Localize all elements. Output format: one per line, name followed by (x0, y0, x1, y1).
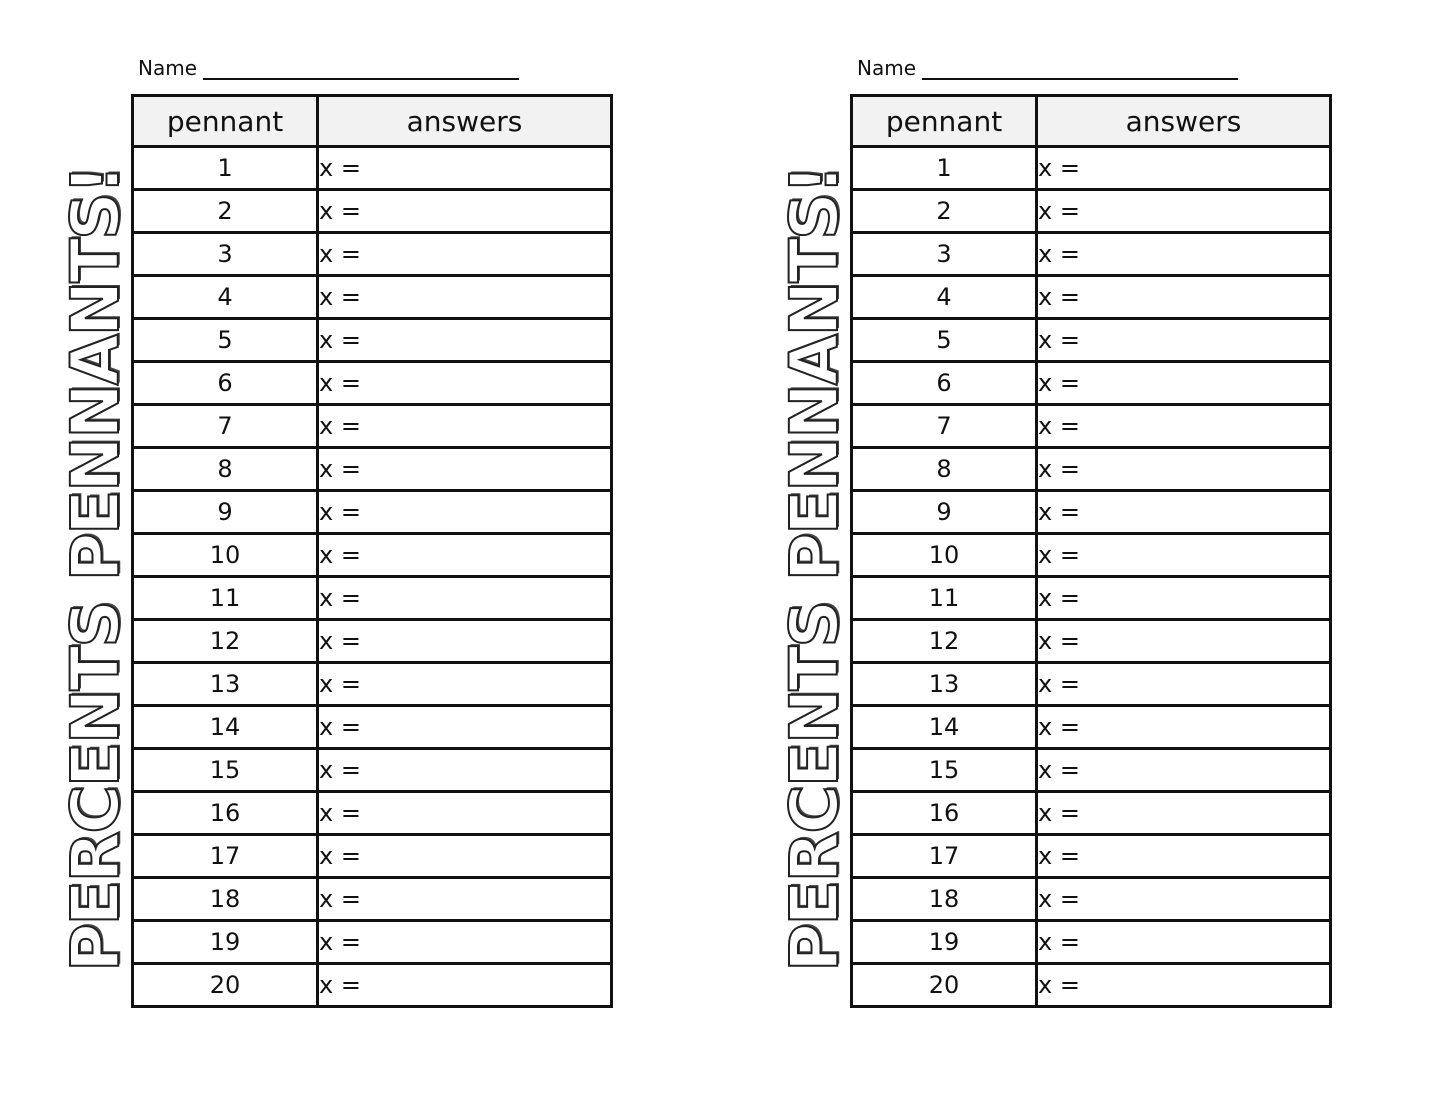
answer-cell[interactable]: x = (318, 921, 612, 964)
table-row (852, 792, 1331, 835)
answer-cell[interactable]: x = (318, 405, 612, 448)
table-row (133, 964, 612, 1007)
table-row (852, 964, 1331, 1007)
table-row (133, 620, 612, 663)
pennant-header: pennant (852, 96, 1037, 147)
answer-table (850, 94, 1332, 1008)
table-row (852, 620, 1331, 663)
answer-cell[interactable]: x = (318, 491, 612, 534)
pennant-number: 14 (852, 706, 1037, 749)
title-text: PERCENTS PENNANTS! (776, 165, 853, 972)
table-row (133, 190, 612, 233)
answer-cell[interactable]: x = (318, 792, 612, 835)
table-row (133, 491, 612, 534)
answer-cell[interactable]: x = (1037, 362, 1331, 405)
answer-cell[interactable]: x = (318, 147, 612, 190)
answer-cell[interactable]: x = (1037, 620, 1331, 663)
answers-header: answers (1037, 96, 1331, 147)
pennant-number: 5 (852, 319, 1037, 362)
table-row (852, 147, 1331, 190)
table-row (133, 835, 612, 878)
table-row (852, 878, 1331, 921)
answer-cell[interactable]: x = (1037, 835, 1331, 878)
answer-cell[interactable]: x = (318, 448, 612, 491)
table-row (852, 276, 1331, 319)
table-row (852, 190, 1331, 233)
answer-rows (852, 147, 1331, 1007)
answer-cell[interactable]: x = (1037, 276, 1331, 319)
pennant-number: 18 (852, 878, 1037, 921)
pennant-number: 12 (133, 620, 318, 663)
answer-cell[interactable]: x = (1037, 491, 1331, 534)
answer-cell[interactable]: x = (318, 233, 612, 276)
answer-cell[interactable]: x = (1037, 190, 1331, 233)
pennant-number: 13 (133, 663, 318, 706)
answer-cell[interactable]: x = (318, 276, 612, 319)
table-row (133, 362, 612, 405)
table-row (133, 706, 612, 749)
answer-cell[interactable]: x = (1037, 921, 1331, 964)
pennant-number: 11 (852, 577, 1037, 620)
answer-cell[interactable]: x = (1037, 147, 1331, 190)
table-row (133, 749, 612, 792)
answer-cell[interactable]: x = (1037, 792, 1331, 835)
pennant-number: 9 (133, 491, 318, 534)
pennant-number: 9 (852, 491, 1037, 534)
table-row (133, 448, 612, 491)
pennant-number: 19 (133, 921, 318, 964)
answer-cell[interactable]: x = (318, 964, 612, 1007)
pennant-number: 6 (852, 362, 1037, 405)
answer-cell[interactable]: x = (318, 577, 612, 620)
answer-cell[interactable]: x = (1037, 319, 1331, 362)
table-row (133, 147, 612, 190)
answer-sheet-left (0, 0, 700, 1101)
table-row (852, 448, 1331, 491)
pennant-number: 14 (133, 706, 318, 749)
pennant-number: 4 (852, 276, 1037, 319)
answer-cell[interactable]: x = (318, 362, 612, 405)
answer-cell[interactable]: x = (318, 620, 612, 663)
header-row (852, 96, 1331, 147)
table-row (133, 663, 612, 706)
answer-cell[interactable]: x = (1037, 964, 1331, 1007)
answer-cell[interactable]: x = (1037, 233, 1331, 276)
answer-cell[interactable]: x = (318, 319, 612, 362)
answer-cell[interactable]: x = (1037, 706, 1331, 749)
name-line[interactable] (922, 58, 1238, 80)
pennant-number: 2 (852, 190, 1037, 233)
answer-cell[interactable]: x = (318, 835, 612, 878)
answers-header: answers (318, 96, 612, 147)
table-row (852, 663, 1331, 706)
pennant-number: 20 (133, 964, 318, 1007)
answer-cell[interactable]: x = (318, 706, 612, 749)
pennant-number: 17 (852, 835, 1037, 878)
answer-cell[interactable]: x = (318, 534, 612, 577)
pennant-number: 4 (133, 276, 318, 319)
answer-table (131, 94, 613, 1008)
name-field (857, 56, 1238, 80)
pennant-number: 2 (133, 190, 318, 233)
table-row (852, 491, 1331, 534)
pennant-number: 13 (852, 663, 1037, 706)
answer-cell[interactable]: x = (1037, 663, 1331, 706)
table-row (852, 921, 1331, 964)
answer-cell[interactable]: x = (1037, 448, 1331, 491)
table-row (133, 792, 612, 835)
answer-cell[interactable]: x = (318, 663, 612, 706)
pennant-number: 18 (133, 878, 318, 921)
pennant-number: 1 (133, 147, 318, 190)
pennant-number: 10 (852, 534, 1037, 577)
table-row (852, 319, 1331, 362)
table-row (133, 577, 612, 620)
answer-cell[interactable]: x = (318, 878, 612, 921)
name-label: Name (138, 56, 198, 80)
pennant-header: pennant (133, 96, 318, 147)
pennant-number: 17 (133, 835, 318, 878)
pennant-number: 8 (852, 448, 1037, 491)
pennant-number: 11 (133, 577, 318, 620)
header-row (133, 96, 612, 147)
pennant-number: 15 (852, 749, 1037, 792)
answer-rows (133, 147, 612, 1007)
pennant-number: 7 (852, 405, 1037, 448)
answer-cell[interactable]: x = (1037, 749, 1331, 792)
answer-cell[interactable]: x = (1037, 534, 1331, 577)
pennant-number: 16 (133, 792, 318, 835)
table-row (133, 878, 612, 921)
answer-sheet-right (719, 0, 1419, 1101)
table-row (133, 319, 612, 362)
answer-cell[interactable]: x = (318, 749, 612, 792)
table-row (852, 362, 1331, 405)
name-field (138, 56, 519, 80)
pennant-number: 10 (133, 534, 318, 577)
table-row (852, 405, 1331, 448)
pennant-number: 19 (852, 921, 1037, 964)
table-row (133, 534, 612, 577)
table-row (852, 577, 1331, 620)
answer-cell[interactable]: x = (1037, 577, 1331, 620)
name-line[interactable] (203, 58, 519, 80)
table-row (852, 233, 1331, 276)
table-row (852, 534, 1331, 577)
pennant-number: 3 (133, 233, 318, 276)
table-row (133, 921, 612, 964)
name-label: Name (857, 56, 917, 80)
pennant-number: 12 (852, 620, 1037, 663)
table-row (133, 405, 612, 448)
pennant-number: 15 (133, 749, 318, 792)
table-row (852, 749, 1331, 792)
pennant-number: 5 (133, 319, 318, 362)
pennant-number: 6 (133, 362, 318, 405)
pennant-number: 1 (852, 147, 1037, 190)
answer-cell[interactable]: x = (1037, 405, 1331, 448)
table-row (133, 276, 612, 319)
pennant-number: 3 (852, 233, 1037, 276)
title-banner (776, 165, 853, 972)
table-row (852, 706, 1331, 749)
table-row (852, 835, 1331, 878)
pennant-number: 20 (852, 964, 1037, 1007)
title-banner (57, 165, 134, 972)
title-text: PERCENTS PENNANTS! (57, 165, 134, 972)
answer-cell[interactable]: x = (318, 190, 612, 233)
pennant-number: 8 (133, 448, 318, 491)
pennant-number: 7 (133, 405, 318, 448)
pennant-number: 16 (852, 792, 1037, 835)
table-row (133, 233, 612, 276)
answer-cell[interactable]: x = (1037, 878, 1331, 921)
